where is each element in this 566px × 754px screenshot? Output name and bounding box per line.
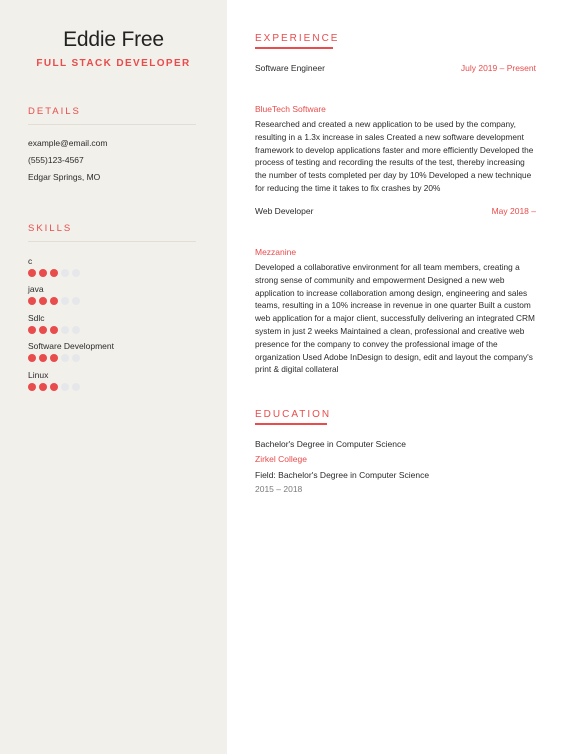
- job-dates: July 2019 – Present: [460, 63, 536, 73]
- skill-name: c: [28, 256, 33, 266]
- details-divider: [28, 124, 196, 125]
- phone-text: (555)123-4567: [28, 155, 84, 165]
- skill-name: java: [28, 284, 44, 294]
- skill-level-dots: [28, 326, 80, 334]
- skill-dot-filled: [28, 354, 36, 362]
- company-name: Mezzanine: [255, 247, 297, 257]
- skill-name: Sdlc: [28, 313, 45, 323]
- skill-dot-filled: [39, 383, 47, 391]
- skill-dot-filled: [28, 297, 36, 305]
- skill-dot-filled: [50, 383, 58, 391]
- skill-dot-filled: [50, 297, 58, 305]
- candidate-role: FULL STACK DEVELOPER: [36, 58, 191, 69]
- job-dates: May 2018 –: [491, 206, 536, 216]
- skill-name: Software Development: [28, 341, 114, 351]
- details-heading: DETAILS: [28, 106, 81, 117]
- education-heading: EDUCATION: [255, 409, 332, 420]
- skill-dot-filled: [39, 326, 47, 334]
- skill-dot-empty: [72, 326, 80, 334]
- skill-dot-empty: [72, 269, 80, 277]
- skill-dot-filled: [50, 326, 58, 334]
- skill-dot-empty: [61, 297, 69, 305]
- skill-dot-filled: [50, 269, 58, 277]
- skills-heading: SKILLS: [28, 223, 73, 234]
- skill-dot-empty: [61, 269, 69, 277]
- skills-divider: [28, 241, 196, 242]
- skill-dot-empty: [72, 383, 80, 391]
- job-title: Web Developer: [255, 206, 314, 216]
- skill-dot-empty: [61, 326, 69, 334]
- job-description: Developed a collaborative environment for all team members, creating a strong sense of community and empowerment Designed a new web application to increase collaboration among design, engineering and sales teams, resulting in a 10% increase in revenue in one quarter Built a custom web application for a major client, successfully delivering an integrated CRM system in just 2 weeks Maintained a clean, professional and creative web presence for the company to convey the professional image of the organization Used Adobe InDesign to design, edit and layout the company's print & digital collateral: [255, 262, 535, 375]
- skill-level-dots: [28, 269, 80, 277]
- skill-dot-filled: [39, 269, 47, 277]
- skill-dot-filled: [39, 354, 47, 362]
- school-name: Zirkel College: [255, 454, 307, 464]
- skill-dot-filled: [28, 326, 36, 334]
- skill-dot-filled: [50, 354, 58, 362]
- skill-dot-filled: [28, 383, 36, 391]
- skill-dot-filled: [39, 297, 47, 305]
- skill-level-dots: [28, 383, 80, 391]
- education-dates: 2015 – 2018: [255, 484, 303, 494]
- education-underline: [255, 423, 327, 425]
- skill-dot-empty: [72, 297, 80, 305]
- skill-dot-filled: [28, 269, 36, 277]
- job-description: Researched and created a new application to be used by the company, resulting in a 1.3x increase in sales Created a new software development framework to develop applications faster and more efficiently Developed the process of testing and recording the results of the test, thereby increasing the number of tests completed per day by 10% Developed a new technique for reducing the time it takes to fix crashes by 20%: [255, 119, 534, 193]
- location-text: Edgar Springs, MO: [28, 172, 101, 182]
- skill-name: Linux: [28, 370, 49, 380]
- degree-text: Bachelor's Degree in Computer Science: [255, 439, 406, 449]
- candidate-name: Eddie Free: [63, 28, 164, 51]
- company-name: BlueTech Software: [255, 104, 326, 114]
- skill-level-dots: [28, 354, 80, 362]
- skill-dot-empty: [72, 354, 80, 362]
- skill-dot-empty: [61, 354, 69, 362]
- experience-heading: EXPERIENCE: [255, 33, 340, 44]
- email-text: example@email.com: [28, 138, 108, 148]
- skill-dot-empty: [61, 383, 69, 391]
- skill-level-dots: [28, 297, 80, 305]
- job-title: Software Engineer: [255, 63, 325, 73]
- experience-underline: [255, 47, 333, 49]
- field-text: Field: Bachelor's Degree in Computer Science: [255, 470, 430, 480]
